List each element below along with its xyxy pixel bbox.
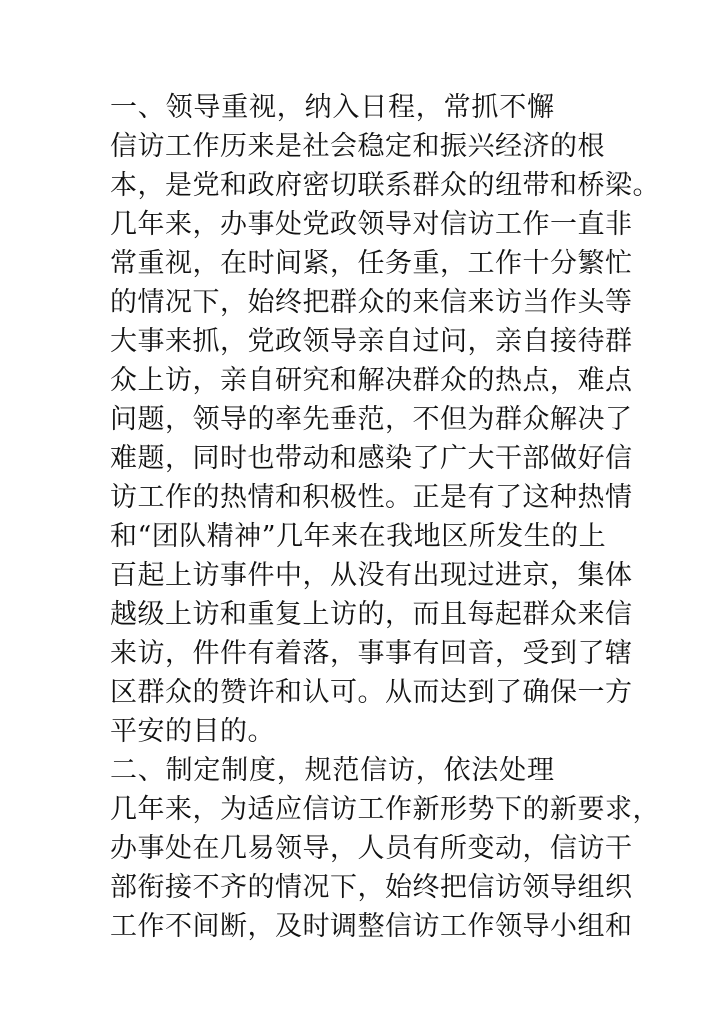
paragraph-line: 部衔接不齐的情况下，始终把信访领导组织 — [110, 872, 633, 903]
paragraph-line: 访工作的热情和积极性。正是有了这种热情 — [110, 482, 633, 513]
section-2-heading: 二、制定制度，规范信访，依法处理 — [110, 755, 555, 786]
paragraph-line: 和“团队精神”几年来在我地区所发生的上 — [110, 521, 607, 552]
paragraph-line: 众上访，亲自研究和解决群众的热点，难点 — [110, 365, 633, 396]
paragraph-line: 办事处在几易领导，人员有所变动，信访干 — [110, 833, 633, 864]
paragraph-line: 本，是党和政府密切联系群众的纽带和桥梁。 — [110, 170, 660, 201]
paragraph-line: 工作不间断，及时调整信访工作领导小组和 — [110, 911, 633, 942]
document-body — [110, 88, 660, 946]
paragraph-line: 区群众的赞许和认可。从而达到了确保一方 — [110, 677, 633, 708]
paragraph-line: 几年来，为适应信访工作新形势下的新要求， — [110, 794, 660, 825]
paragraph-line: 几年来，办事处党政领导对信访工作一直非 — [110, 209, 633, 240]
paragraph-line: 的情况下，始终把群众的来信来访当作头等 — [110, 287, 633, 318]
paragraph-line: 信访工作历来是社会稳定和振兴经济的根 — [110, 131, 605, 162]
section-1-heading: 一、领导重视，纳入日程，常抓不懈 — [110, 92, 555, 123]
paragraph-line: 难题，同时也带动和感染了广大干部做好信 — [110, 443, 633, 474]
paragraph-line: 百起上访事件中，从没有出现过进京，集体 — [110, 560, 633, 591]
paragraph-line: 来访，件件有着落，事事有回音，受到了辖 — [110, 638, 633, 669]
paragraph-line: 平安的目的。 — [110, 716, 275, 747]
paragraph-line: 越级上访和重复上访的，而且每起群众来信 — [110, 599, 633, 630]
paragraph-line: 大事来抓，党政领导亲自过问，亲自接待群 — [110, 326, 633, 357]
paragraph-line: 问题，领导的率先垂范，不但为群众解决了 — [110, 404, 633, 435]
paragraph-line: 常重视，在时间紧，任务重，工作十分繁忙 — [110, 248, 633, 279]
